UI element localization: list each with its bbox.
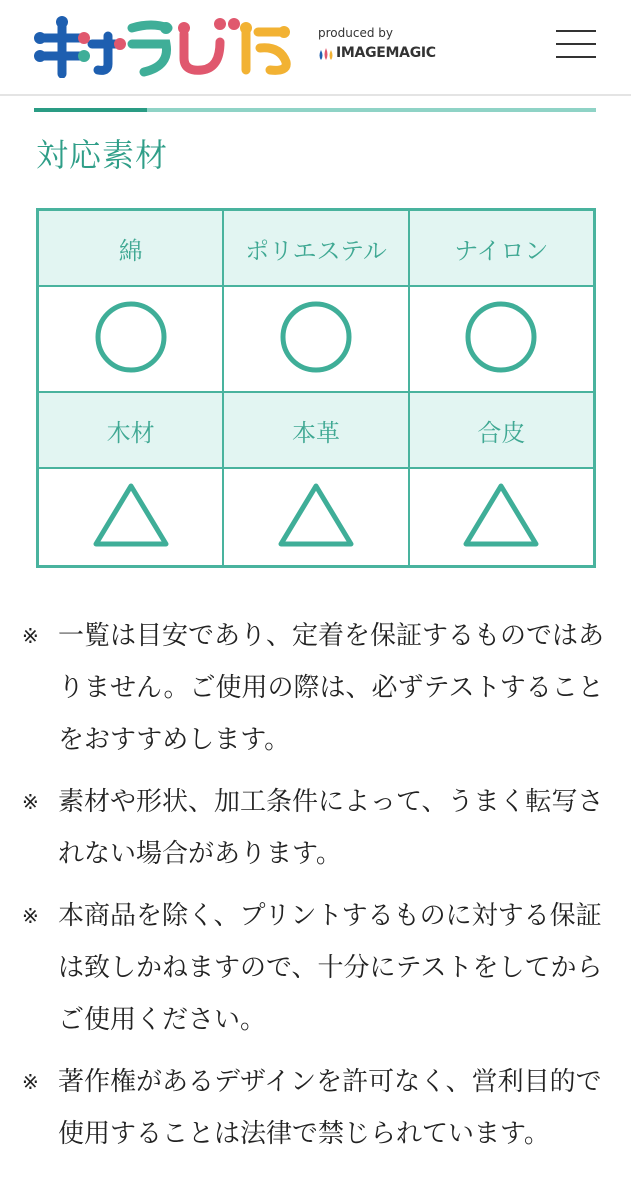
section-divider-accent xyxy=(34,108,147,112)
material-header: 合皮 xyxy=(409,392,595,468)
compat-cell xyxy=(38,286,224,392)
note-mark: ※ xyxy=(22,790,39,814)
produced-by-block xyxy=(318,26,458,66)
section-divider xyxy=(34,108,596,112)
site-logo[interactable] xyxy=(34,14,304,78)
hamburger-menu-icon[interactable] xyxy=(556,28,596,60)
section-title: 対応素材 xyxy=(36,136,169,174)
compat-cell xyxy=(38,468,224,567)
material-header: ポリエステル xyxy=(223,210,409,287)
site-header xyxy=(0,0,631,96)
note-item xyxy=(22,610,612,766)
note-item xyxy=(22,890,612,1046)
circle-mark-icon xyxy=(463,299,539,375)
compat-cell xyxy=(409,286,595,392)
material-header: ナイロン xyxy=(409,210,595,287)
imagemagic-brand: IMAGEMAGIC xyxy=(336,45,436,61)
note-mark: ※ xyxy=(22,624,39,648)
imagemagic-drops-icon xyxy=(318,46,334,62)
material-header: 本革 xyxy=(223,392,409,468)
note-mark: ※ xyxy=(22,1070,39,1094)
note-text: 一覧は目安であり、定着を保証するものではありません。ご使用の際は、必ずテストすることをおすすめします。 xyxy=(58,621,605,755)
triangle-mark-icon xyxy=(462,481,540,549)
material-header: 木材 xyxy=(38,392,224,468)
note-item xyxy=(22,776,612,880)
compat-cell xyxy=(223,468,409,567)
note-mark: ※ xyxy=(22,904,39,928)
compat-cell xyxy=(409,468,595,567)
circle-mark-icon xyxy=(93,299,169,375)
materials-table xyxy=(36,208,596,568)
triangle-mark-icon xyxy=(92,481,170,549)
note-text: 本商品を除く、プリントするものに対する保証は致しかねますので、十分にテストをしてからご使用ください。 xyxy=(58,901,603,1035)
note-text: 著作権があるデザインを許可なく、営利目的で使用することは法律で禁じられています。 xyxy=(58,1067,602,1149)
produced-by-label: produced by xyxy=(318,26,393,40)
circle-mark-icon xyxy=(278,299,354,375)
material-header: 綿 xyxy=(38,210,224,287)
note-text: 素材や形状、加工条件によって、うまく転写されない場合があります。 xyxy=(58,787,604,869)
compat-cell xyxy=(223,286,409,392)
note-item xyxy=(22,1056,612,1160)
triangle-mark-icon xyxy=(277,481,355,549)
notes-list xyxy=(22,610,612,1170)
